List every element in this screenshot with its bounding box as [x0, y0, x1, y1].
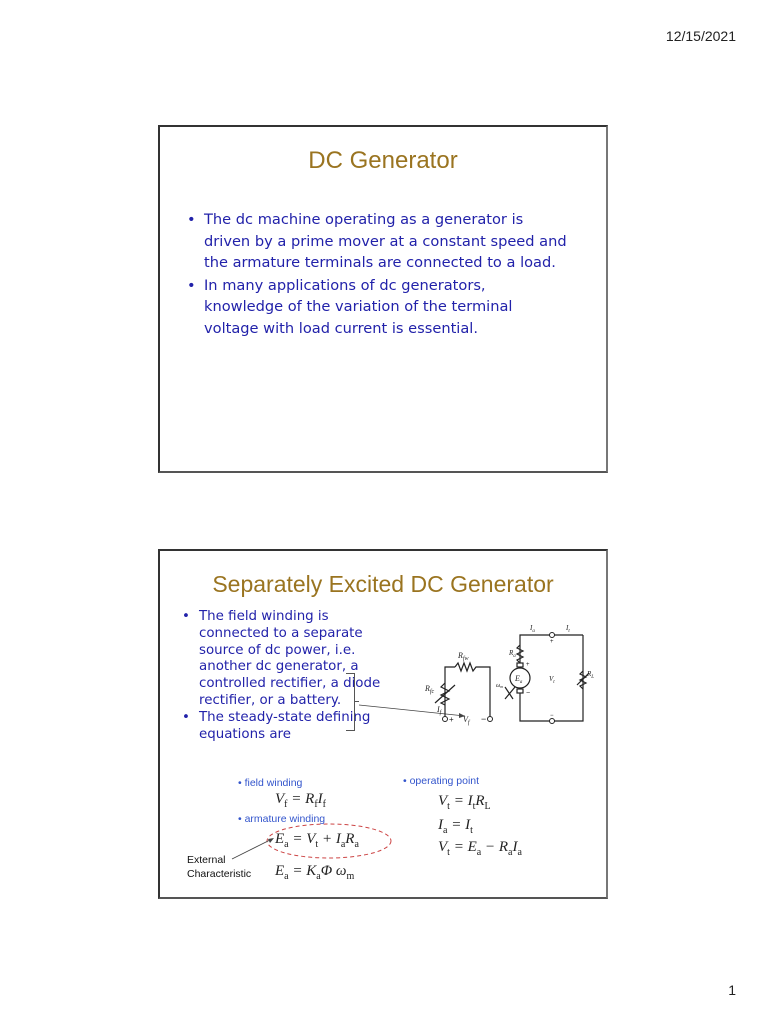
- svg-text:−: −: [481, 714, 487, 724]
- bullet-item: • The steady-state defining equations are: [182, 710, 382, 744]
- svg-text:If: $I_f$: [437, 705, 442, 716]
- bullet-item: • The dc machine operating as a generator is driven by a prime mover at a constant speed and the armature terminals are connected to a load.: [187, 209, 567, 274]
- slide-separately-excited: [158, 549, 608, 899]
- svg-text:ωm: ωm: [496, 683, 504, 689]
- label-armature-winding: • armature winding: [238, 813, 326, 825]
- slide-title: Separately Excited DC Generator: [212, 571, 554, 597]
- svg-text:Vf: $V_f$: [463, 715, 470, 726]
- circuit-diagram: [355, 611, 605, 731]
- bracket-annotation: [346, 673, 355, 731]
- svg-text:−: −: [550, 713, 554, 719]
- svg-text:+: +: [449, 715, 454, 724]
- eq-field-winding: $V_f = R_fI_f$: [275, 791, 326, 810]
- eq-operating-1: $V_t = I_tR_L$: [438, 793, 491, 812]
- slide-dc-generator: [158, 125, 608, 473]
- header-date: 12/15/2021: [665, 28, 736, 44]
- svg-text:Ra: $R_a$: [509, 649, 516, 659]
- svg-text:Vt: $V_t$: [549, 675, 555, 685]
- svg-text:+: +: [526, 662, 530, 668]
- label-operating-point: • operating point: [403, 775, 480, 787]
- label-rfc: $R_{fc}$: [425, 684, 435, 695]
- svg-text:Ea: $E_a$: [515, 674, 523, 685]
- svg-text:RL: $R_L$: [587, 670, 595, 680]
- svg-text:It: $I_t$: [566, 624, 570, 634]
- label-rfw: $R_{fw}$: [458, 651, 469, 662]
- annotation-arrow: [230, 831, 280, 861]
- bullet-list: [187, 209, 567, 340]
- bullet-item: • The field winding is connected to a separate source of dc power, i.e. another dc generator, a controlled rectifier, a diode rectifier, or a battery.: [182, 609, 382, 710]
- bullet-item: • In many applications of dc generators, knowledge of the variation of the terminal voltage with load current is essential.: [187, 275, 567, 340]
- page-number: 1: [728, 982, 736, 998]
- svg-text:−: −: [526, 690, 531, 697]
- svg-text:+: +: [550, 639, 554, 645]
- svg-text:Ia: $I_a$: [530, 624, 535, 634]
- label-field-winding: • field winding: [238, 777, 303, 789]
- eq-operating-3: $V_t = E_a - R_aI_a$: [438, 839, 522, 858]
- eq-armature-2: $E_a = K_a\Phi$ $\omega_m$: [275, 863, 355, 882]
- eq-operating-2: $I_a = I_t$: [438, 817, 473, 836]
- eq-armature-1: $E_a = V_t + I_aR_a$: [275, 831, 359, 850]
- annotation-line-2: Characteristic: [187, 868, 252, 880]
- slide-title: DC Generator: [308, 147, 458, 174]
- annotation-line-1: External: [187, 854, 226, 866]
